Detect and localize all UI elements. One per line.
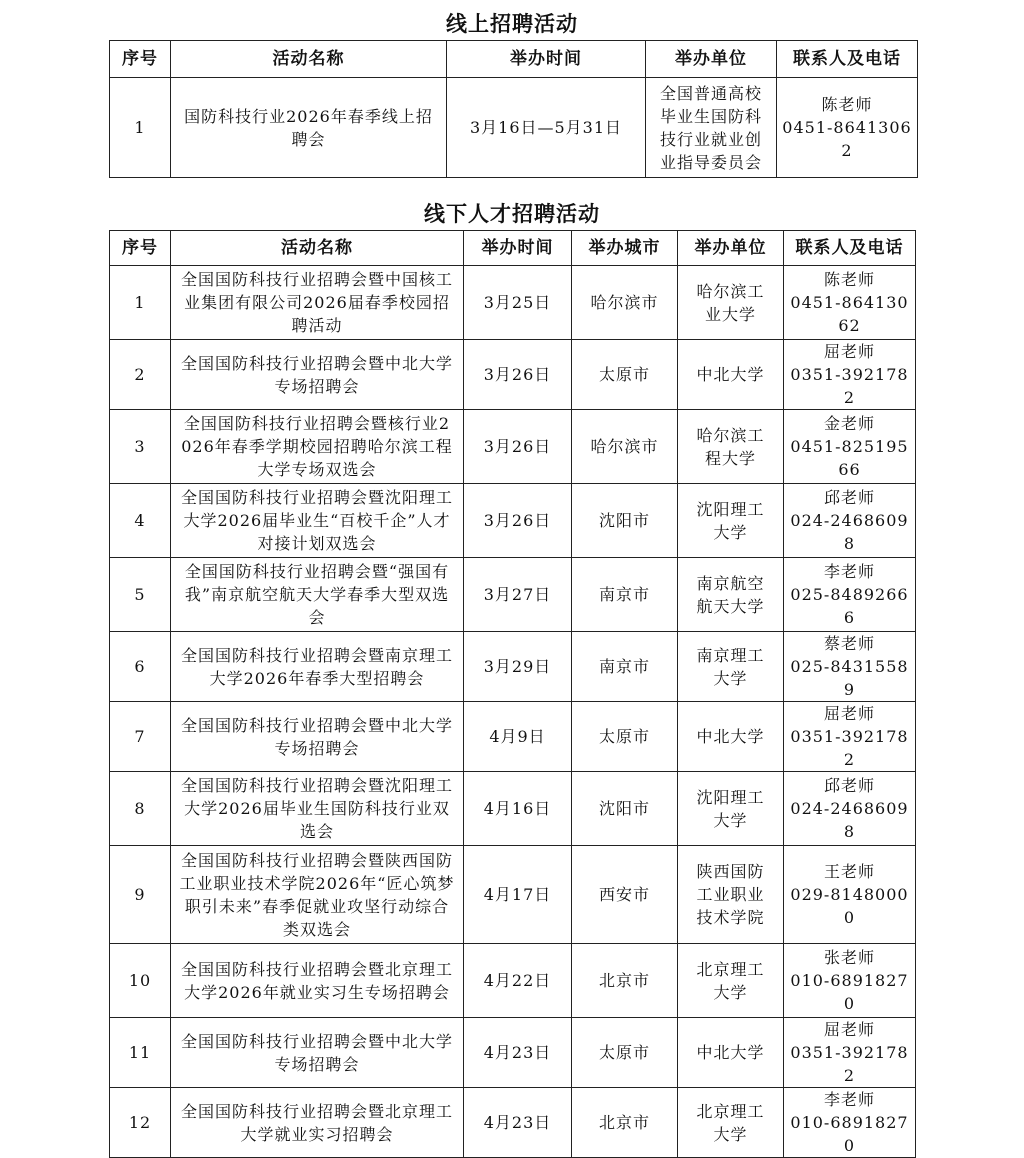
cell-org: 全国普通高校毕业生国防科技行业就业创业指导委员会	[646, 78, 777, 178]
cell-city: 南京市	[572, 632, 678, 702]
cell-no: 12	[110, 1088, 171, 1158]
table-header-row	[110, 41, 918, 78]
cell-time: 4月22日	[464, 944, 572, 1018]
cell-name: 全国国防科技行业招聘会暨沈阳理工大学2026届毕业生“百校千企”人才对接计划双选会	[171, 484, 464, 558]
cell-name: 全国国防科技行业招聘会暨核行业2026年春季学期校园招聘哈尔滨工程大学专场双选会	[171, 410, 464, 484]
cell-time: 3月27日	[464, 558, 572, 632]
cell-name: 全国国防科技行业招聘会暨北京理工大学就业实习招聘会	[171, 1088, 464, 1158]
cell-no: 3	[110, 410, 171, 484]
cell-org: 北京理工大学	[678, 944, 784, 1018]
table-row	[110, 1018, 916, 1088]
contact-phone: 0351-3921782	[790, 1043, 909, 1085]
contact-phone: 0451-82519566	[790, 437, 909, 479]
cell-no: 7	[110, 702, 171, 772]
cell-city: 太原市	[572, 340, 678, 410]
table-row	[110, 266, 916, 340]
cell-time: 4月17日	[464, 846, 572, 944]
col-header-contact: 联系人及电话	[784, 231, 916, 266]
contact-phone: 010-68918270	[790, 1113, 909, 1155]
contact-phone: 0451-86413062	[782, 118, 912, 160]
cell-contact	[784, 1088, 916, 1158]
col-header-no: 序号	[110, 231, 171, 266]
cell-city: 沈阳市	[572, 484, 678, 558]
contact-person: 屈老师	[823, 1020, 875, 1039]
cell-org: 南京理工大学	[678, 632, 784, 702]
cell-name: 全国国防科技行业招聘会暨中北大学专场招聘会	[171, 1018, 464, 1088]
contact-phone: 0351-3921782	[790, 727, 909, 769]
cell-contact	[784, 632, 916, 702]
contact-person: 屈老师	[823, 342, 875, 361]
cell-no: 1	[110, 78, 171, 178]
cell-time: 3月26日	[464, 484, 572, 558]
cell-city: 北京市	[572, 1088, 678, 1158]
cell-org: 哈尔滨工业大学	[678, 266, 784, 340]
col-header-name: 活动名称	[171, 231, 464, 266]
cell-city: 沈阳市	[572, 772, 678, 846]
cell-name: 全国国防科技行业招聘会暨北京理工大学2026年就业实习生专场招聘会	[171, 944, 464, 1018]
cell-name: 全国国防科技行业招聘会暨“强国有我”南京航空航天大学春季大型双选会	[171, 558, 464, 632]
cell-org: 中北大学	[678, 702, 784, 772]
table-row	[110, 410, 916, 484]
cell-org: 中北大学	[678, 1018, 784, 1088]
cell-name: 全国国防科技行业招聘会暨中国核工业集团有限公司2026届春季校园招聘活动	[171, 266, 464, 340]
table-row	[110, 558, 916, 632]
cell-contact	[784, 558, 916, 632]
col-header-time: 举办时间	[464, 231, 572, 266]
cell-org: 哈尔滨工程大学	[678, 410, 784, 484]
cell-contact	[784, 340, 916, 410]
cell-city: 哈尔滨市	[572, 266, 678, 340]
cell-time: 3月26日	[464, 340, 572, 410]
cell-org: 陕西国防工业职业技术学院	[678, 846, 784, 944]
cell-org: 北京理工大学	[678, 1088, 784, 1158]
cell-no: 11	[110, 1018, 171, 1088]
table-row	[110, 484, 916, 558]
cell-time: 3月16日—5月31日	[447, 78, 646, 178]
cell-name: 全国国防科技行业招聘会暨沈阳理工大学2026届毕业生国防科技行业双选会	[171, 772, 464, 846]
cell-no: 1	[110, 266, 171, 340]
col-header-city: 举办城市	[572, 231, 678, 266]
cell-time: 4月23日	[464, 1088, 572, 1158]
cell-name: 全国国防科技行业招聘会暨中北大学专场招聘会	[171, 340, 464, 410]
table-row	[110, 944, 916, 1018]
cell-no: 5	[110, 558, 171, 632]
cell-contact	[784, 944, 916, 1018]
contact-phone: 025-84315589	[790, 657, 909, 699]
cell-org: 沈阳理工大学	[678, 484, 784, 558]
table-row	[110, 846, 916, 944]
cell-time: 3月29日	[464, 632, 572, 702]
table-row	[110, 632, 916, 702]
table-row	[110, 340, 916, 410]
contact-person: 蔡老师	[823, 634, 875, 653]
cell-no: 9	[110, 846, 171, 944]
cell-contact	[784, 846, 916, 944]
cell-contact	[784, 772, 916, 846]
contact-person: 张老师	[823, 948, 875, 967]
cell-city: 太原市	[572, 1018, 678, 1088]
contact-person: 李老师	[823, 1090, 875, 1109]
contact-person: 陈老师	[823, 270, 875, 289]
cell-time: 4月23日	[464, 1018, 572, 1088]
contact-phone: 025-84892666	[790, 585, 909, 627]
contact-person: 王老师	[823, 862, 875, 881]
cell-city: 西安市	[572, 846, 678, 944]
cell-org: 中北大学	[678, 340, 784, 410]
cell-city: 南京市	[572, 558, 678, 632]
contact-phone: 029-81480000	[790, 885, 909, 927]
contact-phone: 010-68918270	[790, 971, 909, 1013]
table-row	[110, 772, 916, 846]
cell-city: 太原市	[572, 702, 678, 772]
offline-events-table	[109, 230, 916, 1158]
online-section-title: 线上招聘活动	[446, 12, 578, 36]
contact-phone: 0451-86413062	[790, 293, 909, 335]
col-header-name: 活动名称	[171, 41, 447, 78]
cell-contact	[784, 1018, 916, 1088]
cell-city: 北京市	[572, 944, 678, 1018]
contact-phone: 024-24686098	[790, 799, 909, 841]
cell-time: 4月16日	[464, 772, 572, 846]
contact-person: 李老师	[823, 562, 875, 581]
cell-contact	[784, 410, 916, 484]
table-row	[110, 78, 918, 178]
cell-contact	[784, 702, 916, 772]
contact-phone: 0351-3921782	[790, 365, 909, 407]
cell-time: 3月25日	[464, 266, 572, 340]
contact-person: 邱老师	[823, 776, 875, 795]
online-events-table	[109, 40, 918, 178]
cell-name: 国防科技行业2026年春季线上招聘会	[171, 78, 447, 178]
col-header-org: 举办单位	[678, 231, 784, 266]
cell-time: 4月9日	[464, 702, 572, 772]
contact-person: 陈老师	[821, 95, 873, 114]
col-header-contact: 联系人及电话	[777, 41, 918, 78]
cell-contact	[784, 484, 916, 558]
cell-no: 2	[110, 340, 171, 410]
col-header-no: 序号	[110, 41, 171, 78]
contact-person: 邱老师	[823, 488, 875, 507]
cell-no: 10	[110, 944, 171, 1018]
contact-person: 屈老师	[823, 704, 875, 723]
cell-no: 8	[110, 772, 171, 846]
cell-name: 全国国防科技行业招聘会暨陕西国防工业职业技术学院2026年“匠心筑梦 职引未来”春季促就业攻坚行动综合类双选会	[171, 846, 464, 944]
contact-phone: 024-24686098	[790, 511, 909, 553]
cell-org: 南京航空航天大学	[678, 558, 784, 632]
cell-city: 哈尔滨市	[572, 410, 678, 484]
table-row	[110, 1088, 916, 1158]
col-header-org: 举办单位	[646, 41, 777, 78]
cell-contact	[784, 266, 916, 340]
table-header-row	[110, 231, 916, 266]
cell-time: 3月26日	[464, 410, 572, 484]
cell-name: 全国国防科技行业招聘会暨南京理工大学2026年春季大型招聘会	[171, 632, 464, 702]
cell-no: 4	[110, 484, 171, 558]
cell-contact	[777, 78, 918, 178]
offline-section-title: 线下人才招聘活动	[424, 202, 600, 226]
contact-person: 金老师	[823, 414, 875, 433]
cell-no: 6	[110, 632, 171, 702]
table-row	[110, 702, 916, 772]
cell-name: 全国国防科技行业招聘会暨中北大学专场招聘会	[171, 702, 464, 772]
cell-org: 沈阳理工大学	[678, 772, 784, 846]
col-header-time: 举办时间	[447, 41, 646, 78]
